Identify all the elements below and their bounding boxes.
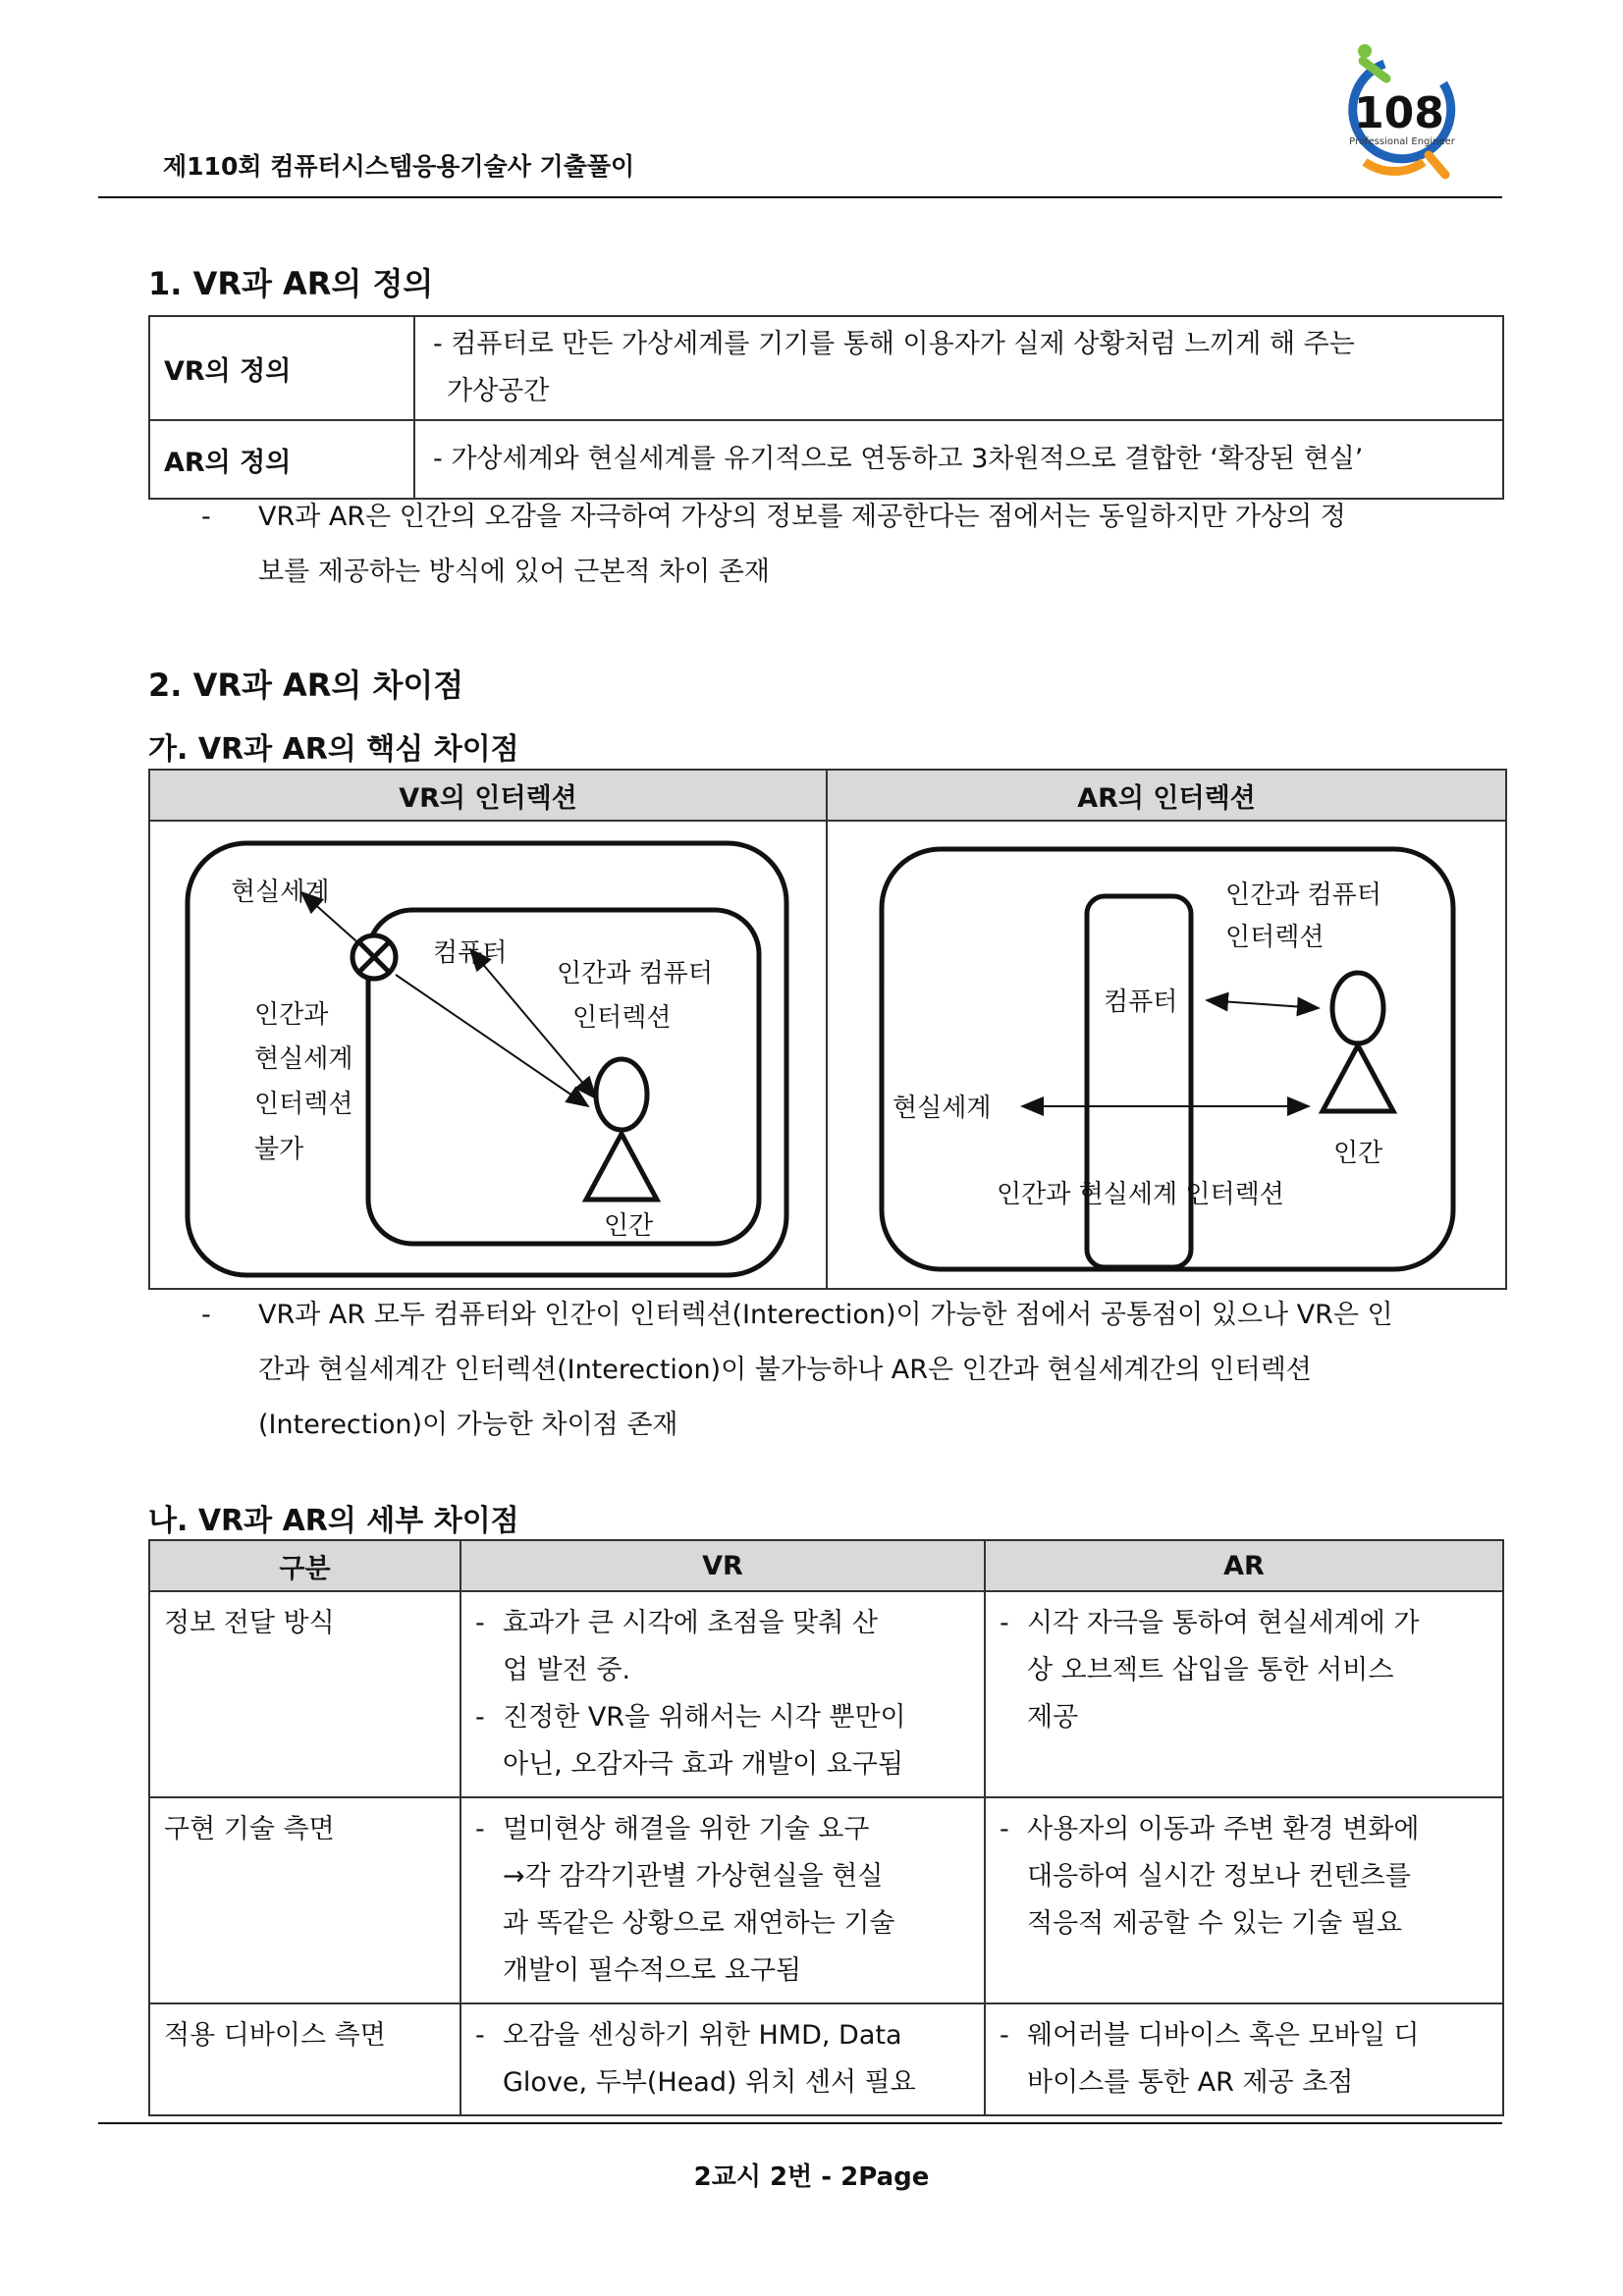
vr-label-human: 인간 (604, 1211, 654, 1241)
logo-tagline: Professional Engineer (1349, 136, 1455, 147)
logo-arc-orange (1365, 162, 1424, 172)
detail-table (148, 1539, 1504, 2116)
note-text (258, 1288, 1393, 1453)
definition-row-ar (149, 420, 1503, 499)
page-footer: 2교시 2번 - 2Page (693, 2163, 930, 2192)
vr-diagram-cell (149, 821, 827, 1289)
interaction-table (148, 769, 1507, 1290)
definition-vr-line-1: - 컴퓨터로 만든 가상세계를 기기를 통해 이용자가 실제 상황처럼 느끼게 해 주는 (433, 329, 1355, 359)
ar-label-hr: 인간과 현실세계 인터렉션 (997, 1180, 1284, 1209)
definition-label-ar: AR의 정의 (149, 420, 414, 499)
header-divider (98, 196, 1502, 198)
ar-diagram-cell (827, 821, 1506, 1289)
definition-value-vr (414, 316, 1503, 420)
detail-header-category: 구분 (149, 1540, 460, 1591)
definition-vr-line-2: 가상공간 (447, 376, 550, 406)
detail-vr-cell (460, 1591, 985, 1797)
note-line-2: 간과 현실세계간 인터렉션(Interection)이 불가능하나 AR은 인간과 현실세계간의 인터렉션 (258, 1355, 1312, 1385)
definition-label-vr: VR의 정의 (149, 316, 414, 420)
ar-label-human: 인간 (1333, 1139, 1383, 1168)
detail-ar-cell (985, 1797, 1503, 2003)
detail-item: - 오감을 센싱하기 위한 HMD, Data Glove, 두부(Head) 위치 센서 필요 (475, 2020, 916, 2098)
logo (1325, 39, 1473, 187)
section-1-note (201, 490, 1497, 608)
detail-ar-cell (985, 1591, 1503, 1797)
logo-dot-green (1358, 44, 1372, 58)
vr-arrow-block-to-human (396, 975, 588, 1106)
note-line-1: VR과 AR 모두 컴퓨터와 인간이 인터렉션(Interection)이 가능한 점에서 공통점이 있으나 VR은 인 (258, 1300, 1393, 1330)
vr-diagram (150, 822, 826, 1288)
detail-header-ar: AR (985, 1540, 1503, 1591)
vr-label-noreal-3: 인터렉션 (254, 1090, 353, 1119)
note-line-1: VR과 AR은 인간의 오감을 자극하여 가상의 정보를 제공한다는 점에서는 동일하지만 가상의 정 (258, 502, 1346, 532)
detail-ar-cell (985, 2003, 1503, 2115)
note-line-2: 보를 제공하는 방식에 있어 근본적 차이 존재 (258, 557, 770, 587)
document-title: 제110회 컴퓨터시스템응용기술사 기출풀이 (163, 152, 635, 181)
vr-label-noreal-2: 현실세계 (254, 1044, 353, 1074)
subsection-a-heading: 가. VR과 AR의 핵심 차이점 (148, 732, 519, 767)
section-1-heading: 1. VR과 AR의 정의 (148, 265, 434, 302)
detail-item: - 진정한 VR을 위해서는 시각 뿐만이 아닌, 오감자극 효과 개발이 요구됨 (475, 1702, 906, 1780)
logo-number: 108 (1354, 88, 1444, 138)
vr-label-noreal-1: 인간과 (254, 1000, 329, 1030)
vr-label-real-world: 현실세계 (231, 878, 330, 907)
subsection-b-heading: 나. VR과 AR의 세부 차이점 (148, 1504, 519, 1538)
definition-row-vr (149, 316, 1503, 420)
col-header-ar: AR의 인터렉션 (827, 770, 1506, 821)
detail-vr-cell (460, 1797, 985, 2003)
note-dash: - (201, 1300, 211, 1330)
detail-category: 구현 기술 측면 (149, 1797, 460, 2003)
section-2a-note (201, 1288, 1497, 1455)
ar-label-hc-1: 인간과 컴퓨터 (1225, 881, 1381, 910)
logo-mark (1325, 39, 1473, 187)
table-row (149, 1591, 1503, 1797)
detail-header-vr: VR (460, 1540, 985, 1591)
footer-divider (98, 2122, 1502, 2124)
detail-item: - 멀미현상 해결을 위한 기술 요구 →각 감각기관별 가상현실을 현실 과 똑같은 상황으로 재연하는 기술 개발이 필수적으로 요구됨 (475, 1814, 895, 1986)
vr-label-hc-1: 인간과 컴퓨터 (557, 959, 713, 988)
detail-category: 적용 디바이스 측면 (149, 2003, 460, 2115)
ar-human-head (1332, 973, 1383, 1043)
detail-header-row (149, 1540, 1503, 1591)
table-row (149, 1797, 1503, 2003)
note-line-3: (Interection)이 가능한 차이점 존재 (258, 1410, 678, 1440)
definition-value-ar: - 가상세계와 현실세계를 유기적으로 연동하고 3차원적으로 결합한 ‘확장된 현실’ (414, 420, 1503, 499)
col-header-vr: VR의 인터렉션 (149, 770, 827, 821)
ar-diagram (828, 822, 1505, 1288)
ar-human-body (1323, 1045, 1393, 1111)
detail-item: - 효과가 큰 시각에 초점을 맞춰 산 업 발전 중. (475, 1608, 878, 1685)
ar-label-real-world: 현실세계 (893, 1094, 992, 1123)
vr-label-computer: 컴퓨터 (433, 938, 508, 968)
table-row (149, 2003, 1503, 2115)
vr-human-body (586, 1134, 657, 1200)
ar-label-computer: 컴퓨터 (1104, 988, 1178, 1017)
note-text (258, 490, 1346, 600)
vr-human-head (596, 1059, 647, 1130)
ar-arrow-computer-human (1207, 1000, 1319, 1008)
detail-item: - 사용자의 이동과 주변 환경 변화에 대응하여 실시간 정보나 컨텐츠를 적응적 제공할 수 있는 기술 필요 (1000, 1814, 1420, 1939)
logo-bar-orange (1429, 155, 1445, 175)
ar-computer-device (1087, 896, 1191, 1267)
detail-category: 정보 전달 방식 (149, 1591, 460, 1797)
note-dash: - (201, 502, 211, 532)
detail-vr-cell (460, 2003, 985, 2115)
vr-label-noreal-4: 불가 (254, 1135, 304, 1164)
detail-item: - 시각 자극을 통하여 현실세계에 가 상 오브젝트 삽입을 통한 서비스 제공 (1000, 1608, 1420, 1733)
section-2-heading: 2. VR과 AR의 차이점 (148, 667, 464, 704)
ar-label-hc-2: 인터렉션 (1225, 923, 1325, 952)
definition-table (148, 315, 1504, 500)
detail-item: - 웨어러블 디바이스 혹은 모바일 디 바이스를 통한 AR 제공 초점 (1000, 2020, 1420, 2098)
vr-label-hc-2: 인터렉션 (572, 1003, 672, 1033)
